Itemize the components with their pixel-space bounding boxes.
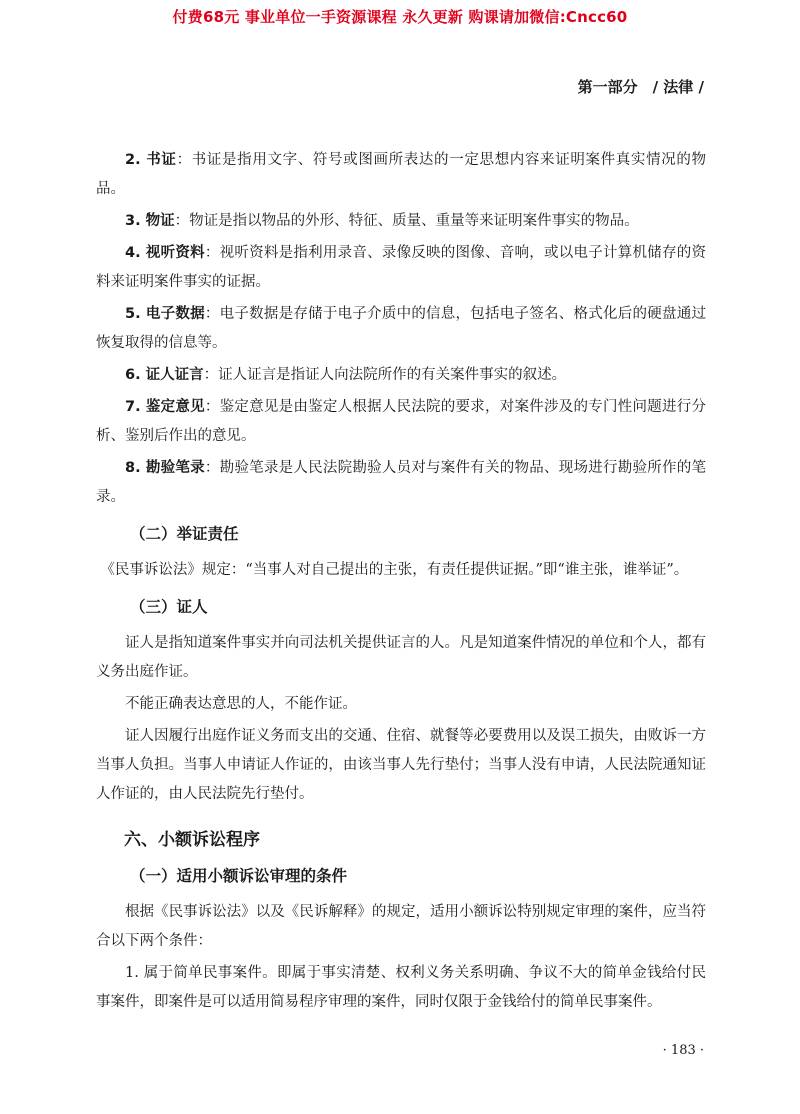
small-claims-paragraph: 根据《民事诉讼法》以及《民诉解释》的规定，适用小额诉讼特别规定审理的案件，应当符合以下两个条件： [96, 904, 706, 949]
evidence-text: ：物证是指以物品的外形、特征、质量、重量等来证明案件事实的物品。 [174, 213, 639, 229]
burden-paragraph: 《民事诉讼法》规定：“当事人对自己提出的主张，有责任提供证据。”即“谁主张，谁举证”。 [100, 562, 689, 578]
evidence-text: ：电子数据是存储于电子介质中的信息，包括电子签名、格式化后的硬盘通过恢复取得的信息等。 [96, 306, 706, 351]
page-number: · 183 · [662, 1043, 704, 1058]
witness-paragraph: 证人是指知道案件事实并向司法机关提供证言的人。凡是知道案件情况的单位和个人，都有义务出庭作证。 [96, 635, 706, 680]
evidence-item [96, 300, 706, 358]
small-claims-paragraph: 1. 属于简单民事案件。即属于事实清楚、权利义务关系明确、争议不大的简单金钱给付民事案件，即案件是可以适用简易程序审理的案件，同时仅限于金钱给付的简单民事案件。 [96, 965, 706, 1010]
evidence-item [96, 146, 706, 204]
evidence-item [96, 393, 706, 451]
section-header: 第一部分 / 法律 / [577, 78, 704, 96]
evidence-term: 3. 物证 [125, 213, 175, 229]
witness-heading: （三）证人 [130, 598, 208, 616]
evidence-term: 4. 视听资料 [125, 245, 205, 261]
evidence-item [96, 361, 706, 390]
evidence-term: 5. 电子数据 [125, 306, 205, 322]
evidence-item [96, 207, 706, 236]
evidence-text: ：书证是指用文字、符号或图画所表达的一定思想内容来证明案件真实情况的物品。 [96, 152, 707, 197]
witness-paragraph: 不能正确表达意思的人，不能作证。 [125, 696, 357, 712]
evidence-term: 2. 书证 [125, 152, 177, 168]
evidence-term: 8. 勘验笔录 [125, 460, 205, 476]
burden-heading: （二）举证责任 [130, 525, 239, 543]
evidence-text: ：视听资料是指利用录音、录像反映的图像、音响，或以电子计算机储存的资料来证明案件事实的证据。 [96, 245, 706, 290]
evidence-text: ：勘验笔录是人民法院勘验人员对与案件有关的物品、现场进行勘验所作的笔录。 [96, 460, 706, 505]
evidence-item [96, 454, 706, 512]
small-claims-heading: 六、小额诉讼程序 [124, 830, 260, 850]
evidence-text: ：证人证言是指证人向法院所作的有关案件事实的叙述。 [203, 367, 567, 383]
evidence-text: ：鉴定意见是由鉴定人根据人民法院的要求，对案件涉及的专门性问题进行分析、鉴别后作出的意见。 [96, 399, 706, 444]
evidence-term: 6. 证人证言 [125, 367, 204, 383]
witness-paragraph: 证人因履行出庭作证义务而支出的交通、住宿、就餐等必要费用以及误工损失，由败诉一方当事人负担。当事人申请证人作证的，由该当事人先行垫付；当事人没有申请，人民法院通知证人作证的，由人民法院先行垫付。 [96, 728, 706, 802]
page-content [96, 146, 706, 1020]
watermark-banner: 付费68元 事业单位一手资源课程 永久更新 购课请加微信:Cncc60 [172, 8, 628, 26]
evidence-term: 7. 鉴定意见 [125, 399, 205, 415]
evidence-item [96, 239, 706, 297]
small-claims-subheading: （一）适用小额诉讼审理的条件 [130, 867, 348, 885]
